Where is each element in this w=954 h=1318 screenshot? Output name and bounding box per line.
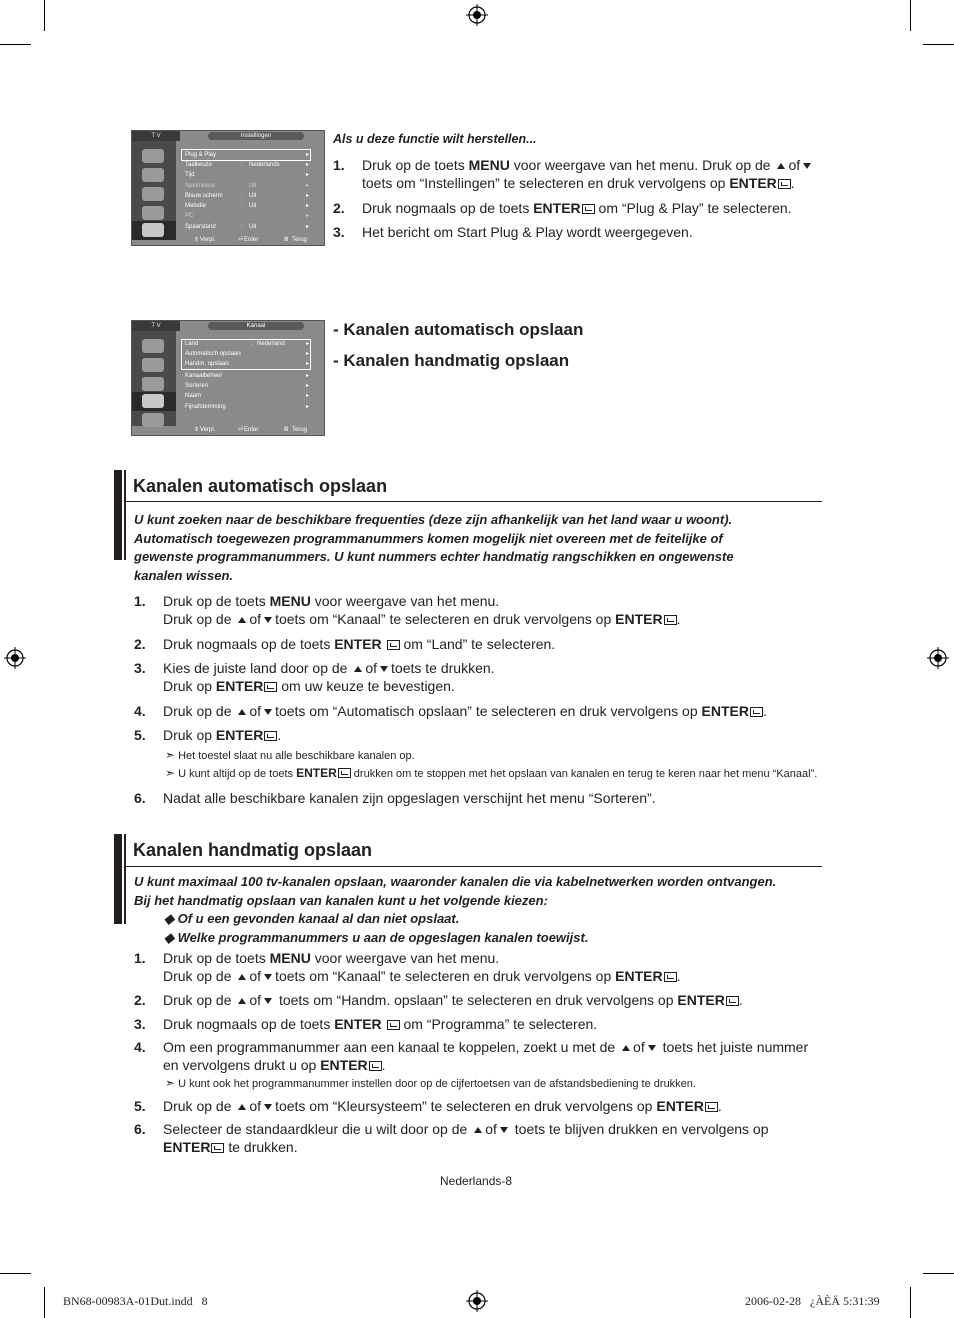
sound-icon — [142, 358, 164, 372]
enter-icon — [387, 640, 400, 650]
setup-gear-icon — [142, 413, 164, 427]
step-text: Druk op ENTER . — [163, 727, 282, 743]
osd-row: Naam ▸ — [185, 393, 309, 399]
arrow-down-icon — [264, 709, 272, 715]
step-text: Druk op de toets MENU voor weergave van het menu. Druk op de of toets om “Kanaal” te selecteren en druk vervolgens op ENTER . — [163, 950, 681, 984]
step-number: 2. — [134, 992, 146, 1008]
section-title: Kanalen handmatig opslaan — [133, 840, 373, 860]
arrow-down-icon — [264, 974, 272, 980]
arrow-right-icon: ▸ — [305, 162, 309, 168]
enter-icon: ⏎ — [238, 427, 244, 433]
osd-row: Sorteren ▸ — [185, 383, 309, 389]
crop-mark — [923, 44, 954, 45]
osd-row: Melodie : Uit ▸ — [185, 203, 309, 209]
osd-row: Spelmodus : Uit ▸ — [185, 183, 309, 189]
osd-row: Tijd ▸ — [185, 172, 309, 178]
crop-mark — [910, 1287, 911, 1318]
topic-heading: - Kanalen automatisch opslaan — [333, 320, 584, 339]
arrow-down-icon — [380, 666, 388, 672]
enter-icon — [369, 1061, 382, 1071]
bullet-diamond-icon: ◆ — [164, 911, 178, 926]
enter-icon — [664, 972, 677, 982]
osd-sidebar — [132, 141, 176, 236]
picture-icon — [142, 339, 164, 353]
osd-row: PC ▸ — [185, 213, 309, 219]
back-icon: Ⅲ — [284, 237, 289, 243]
sound-icon — [142, 168, 164, 182]
enter-icon — [750, 707, 763, 717]
arrow-up-icon — [777, 163, 785, 169]
arrow-down-icon — [648, 1045, 656, 1051]
osd-sidebar — [132, 331, 176, 426]
arrow-up-icon — [354, 666, 362, 672]
osd-footer: ⇕ Verpl. ⏎ Enter Ⅲ Terug — [194, 237, 308, 243]
step-text: Het bericht om Start Plug & Play wordt weergegeven. — [362, 224, 693, 240]
move-icon: ⇕ — [194, 237, 200, 243]
osd-panel — [179, 333, 323, 425]
osd-row: Land : Nederland ▸ — [185, 341, 309, 347]
note-text: ➣ Het toestel slaat nu alle beschikbare kanalen op. — [165, 748, 415, 762]
osd-tv-label: T V — [132, 321, 180, 331]
arrow-right-icon: ▸ — [305, 373, 309, 379]
arrow-right-icon: ▸ — [305, 361, 309, 367]
topic-heading: - Kanalen handmatig opslaan — [333, 351, 570, 370]
step-number: 5. — [134, 1098, 146, 1114]
osd-menu-title: Instellingen — [208, 132, 304, 140]
arrow-up-icon — [238, 974, 246, 980]
enter-icon — [264, 682, 277, 692]
step-number: 3. — [134, 660, 146, 676]
step-number: 1. — [333, 157, 345, 173]
enter-icon — [387, 1020, 400, 1030]
registration-mark-icon — [4, 647, 26, 669]
step-text: Kies de juiste land door op de of toets te drukken. Druk op ENTER om uw keuze te bevestigen. — [163, 660, 495, 694]
step-number: 2. — [333, 200, 345, 216]
osd-tv-label: T V — [132, 131, 180, 141]
step-number: 3. — [134, 1016, 146, 1032]
step-text: Nadat alle beschikbare kanalen zijn opgeslagen verschijnt het menu “Sorteren”. — [163, 790, 656, 806]
section-bar — [124, 834, 126, 924]
arrow-right-icon: ▸ — [305, 213, 309, 219]
note-text: ➣ U kunt altijd op de toets ENTER drukken om te stoppen met het opslaan van kanalen en terug te keren naar het menu “Kanaal”. — [165, 766, 818, 780]
section-title: Kanalen automatisch opslaan — [133, 476, 388, 496]
note-arrow-icon: ➣ — [165, 748, 176, 762]
arrow-right-icon: ▸ — [305, 193, 309, 199]
osd-row: Automatisch opslaan ▸ — [185, 351, 309, 357]
section-intro: U kunt zoeken naar de beschikbare frequenties (deze zijn afhankelijk van het land waar u woont). Automatisch toegewezen programmanummers komen mogelijk niet overeen met de feitelijke of gewenste programmanummers. U kunt nummers echter handmatig rangschikken en ongewenste kanalen wissen. — [134, 512, 734, 583]
picture-icon — [142, 149, 164, 163]
bullet-diamond-icon: ◆ — [164, 929, 178, 945]
arrow-up-icon — [238, 709, 246, 715]
enter-icon — [211, 1143, 224, 1153]
arrow-down-icon — [264, 998, 272, 1004]
note-text: ➣ U kunt ook het programmanummer instellen door op de cijfertoetsen van de afstandsbediening te drukken. — [165, 1076, 696, 1090]
enter-icon — [338, 768, 351, 778]
crop-mark — [44, 1287, 45, 1318]
channel-icon — [142, 377, 164, 391]
step-text: Om een programmanummer aan een kanaal te koppelen, zoekt u met de of toets het juiste nummer en vervolgens drukt u op ENTER . — [163, 1039, 809, 1073]
enter-icon — [264, 731, 277, 741]
osd-menu-title: Kanaal — [208, 322, 304, 330]
print-file-label: BN68-00983A-01Dut.indd 8 — [63, 1294, 208, 1308]
arrow-up-icon — [238, 1104, 246, 1110]
enter-icon — [705, 1102, 718, 1112]
setup-gear-icon — [142, 223, 164, 237]
note-arrow-icon: ➣ — [165, 766, 176, 780]
registration-mark-icon — [466, 1290, 488, 1312]
arrow-right-icon: ▸ — [305, 351, 309, 357]
step-text: Druk op de toets MENU voor weergave van het menu. Druk op de of toets om “Instellingen” te selecteren en druk vervolgens op ENTER . — [362, 156, 822, 192]
osd-row: Fijnafstemming ▸ — [185, 404, 309, 410]
arrow-down-icon — [264, 1104, 272, 1110]
move-icon: ⇕ — [194, 427, 200, 433]
osd-row: Plug & Play ▸ — [185, 152, 309, 158]
arrow-right-icon: ▸ — [305, 341, 309, 347]
step-text: Druk nogmaals op de toets ENTER om “Land” te selecteren. — [163, 636, 556, 652]
osd-menu-instellingen — [131, 130, 325, 246]
step-number: 2. — [134, 636, 146, 652]
step-text: Druk op de of toets om “Handm. opslaan” te selecteren en druk vervolgens op ENTER . — [163, 992, 743, 1008]
crop-mark — [910, 0, 911, 31]
restore-intro: Als u deze functie wilt herstellen... — [333, 132, 537, 146]
note-arrow-icon: ➣ — [165, 1076, 176, 1090]
osd-row: Kanaalbeheer ▸ — [185, 373, 309, 379]
crop-mark — [923, 1273, 954, 1274]
back-icon: Ⅲ — [284, 427, 289, 433]
crop-mark — [0, 1273, 31, 1274]
arrow-down-icon — [264, 617, 272, 623]
enter-icon: ⏎ — [238, 237, 244, 243]
enter-icon — [778, 179, 791, 189]
section-bar — [114, 834, 122, 924]
arrow-right-icon: ▸ — [305, 224, 309, 230]
section-intro: U kunt maximaal 100 tv-kanalen opslaan, waaronder kanalen die via kabelnetwerken worden ontvangen. Bij het handmatig opslaan van kanalen kunt u het volgende kiezen: ◆ Of u een gevonden kanaal al dan niet opslaat. ◆ Welke programmanummers u aan de opgeslagen kanalen toewijst. — [134, 874, 777, 945]
enter-icon — [726, 996, 739, 1006]
arrow-down-icon — [500, 1127, 508, 1133]
crop-mark — [0, 44, 31, 45]
step-text: Druk op de toets MENU voor weergave van het menu. Druk op de of toets om “Kanaal” te selecteren en druk vervolgens op ENTER . — [163, 593, 681, 627]
osd-row: Spaarstand : Uit ▸ — [185, 224, 309, 230]
step-number: 1. — [134, 593, 146, 609]
step-number: 5. — [134, 727, 146, 743]
satellite-dish-icon — [142, 394, 164, 408]
step-text: Druk nogmaals op de toets ENTER om “Programma” te selecteren. — [163, 1016, 598, 1032]
arrow-right-icon: ▸ — [305, 203, 309, 209]
clock-icon — [142, 206, 164, 220]
arrow-up-icon — [474, 1127, 482, 1133]
section-bar — [124, 470, 126, 560]
osd-footer: ⇕ Verpl. ⏎ Enter Ⅲ Terug — [194, 427, 308, 433]
crop-mark — [44, 0, 45, 31]
print-date-label: 2006-02-28 ¿ÀÈÄ 5:31:39 — [745, 1294, 880, 1308]
arrow-right-icon: ▸ — [305, 152, 309, 158]
section-rule — [126, 866, 822, 867]
section-bar — [114, 470, 122, 560]
arrow-up-icon — [622, 1045, 630, 1051]
arrow-down-icon — [803, 163, 811, 169]
enter-icon — [664, 615, 677, 625]
step-text: Druk op de of toets om “Kleursysteem” te selecteren en druk vervolgens op ENTER . — [163, 1098, 722, 1114]
step-number: 6. — [134, 1121, 146, 1137]
registration-mark-icon — [927, 647, 949, 669]
step-text: Druk nogmaals op de toets ENTER om “Plug & Play” te selecteren. — [362, 200, 792, 216]
step-number: 6. — [134, 790, 146, 806]
step-number: 3. — [333, 224, 345, 240]
arrow-right-icon: ▸ — [305, 183, 309, 189]
arrow-right-icon: ▸ — [305, 383, 309, 389]
arrow-up-icon — [238, 998, 246, 1004]
registration-mark-icon — [466, 4, 488, 26]
osd-row: Taalkeuze : Nederlands ▸ — [185, 162, 309, 168]
channel-icon — [142, 187, 164, 201]
section-rule — [126, 501, 822, 502]
arrow-right-icon: ▸ — [305, 393, 309, 399]
osd-row: Handm. opslaan ▸ — [185, 361, 309, 367]
osd-menu-kanaal — [131, 320, 325, 436]
page-number: Nederlands-8 — [440, 1174, 513, 1188]
step-number: 1. — [134, 950, 146, 966]
step-text: Druk op de of toets om “Automatisch opslaan” te selecteren en druk vervolgens op ENTER . — [163, 703, 767, 719]
step-number: 4. — [134, 1039, 146, 1055]
step-text: Selecteer de standaardkleur die u wilt door op de of toets te blijven drukken en vervolgens op ENTER te drukken. — [163, 1121, 769, 1155]
osd-row: Blauw scherm : Uit ▸ — [185, 193, 309, 199]
step-number: 4. — [134, 703, 146, 719]
arrow-right-icon: ▸ — [305, 404, 309, 410]
arrow-right-icon: ▸ — [305, 172, 309, 178]
arrow-up-icon — [238, 617, 246, 623]
enter-icon — [582, 204, 595, 214]
osd-panel — [179, 143, 323, 235]
